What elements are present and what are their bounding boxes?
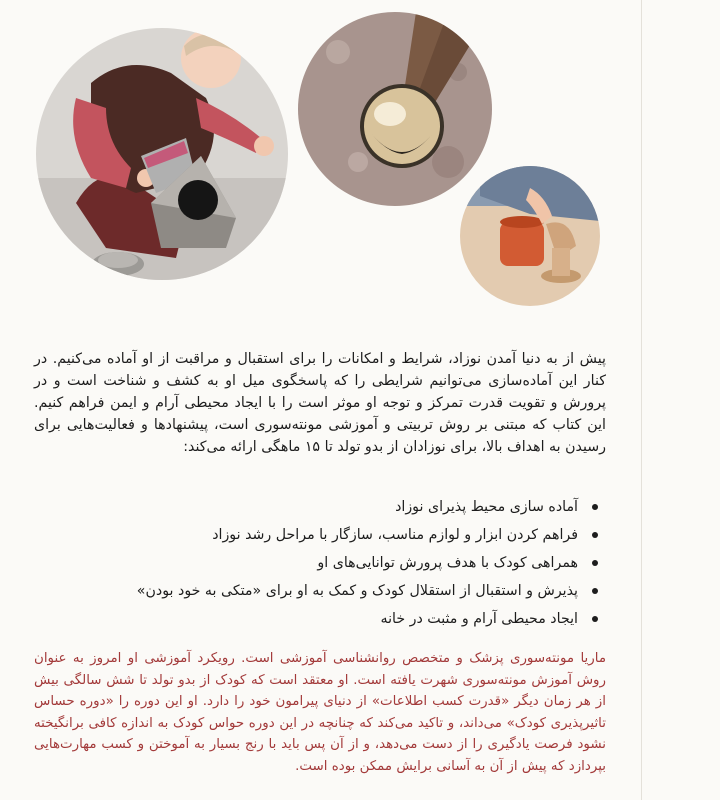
bio-paragraph: ماریا مونته‌سوری پزشک و متخصص روانشناسی آموزشی است. رویکرد آموزشی او امروز به عنوان روش آموزش مونته‌سوری شهرت یافته است. او معتقد است که کودک از بدو تولد تا شش سالگی بیش از هر زمان دیگر «قدرت کسب اطلاعات» از دنیای پیرامون خود را دارد. او این دوره را «دوره حساس تاثیرپذیری کودک» می‌داند، و تاکید می‌کند که چنانچه در این دوره حواس کودک به اندازه کافی برانگیخته نشود فرصت یادگیری را از دست می‌دهد، و از آن پس باید با رنج بسیار به آموختن و کسب مهارت‌هایی بپردازد که پیش از آن به آسانی برایش ممکن بوده است. [34,651,606,774]
list-item: همراهی کودک با هدف پرورش توانایی‌های او [130,552,600,574]
photo-bell [298,12,492,206]
list-item: ایجاد محیطی آرام و مثبت در خانه [130,608,600,630]
author-bio [34,648,606,777]
list-item: آماده سازی محیط پذیرای نوزاد [130,496,600,518]
page-edge-line [641,0,642,800]
list-item: فراهم کردن ابزار و لوازم مناسب، سازگار با مراحل رشد نوزاد [130,524,600,546]
intro-paragraph: پیش از به دنیا آمدن نوزاد، شرایط و امکانات را برای استقبال و مراقبت از او آماده می‌کنیم. در کنار این آماده‌سازی می‌توانیم شرایطی را که پاسخگوی میل او به کشف و شناخت است و در پرورش و تقویت قدرت تمرکز و توجه او موثر است را با ایجاد محیطی آرام و ایمن فراهم کنیم. این کتاب که مبتنی بر روش تربیتی و آموزشی مونته‌سوری است، پیشنهادها و فعالیت‌هایی برای رسیدن به اهداف بالا، برای نوزادان از بدو تولد تا ۱۵ ماهگی ارائه می‌کند: [34,351,606,455]
bullet-list [130,496,600,636]
list-item: پذیرش و استقبال از استقلال کودک و کمک به او برای «متکی به خود بودن» [130,580,600,602]
intro-text [34,348,606,458]
photo-child-with-box [36,28,288,280]
photo-egg-cup [460,166,600,306]
